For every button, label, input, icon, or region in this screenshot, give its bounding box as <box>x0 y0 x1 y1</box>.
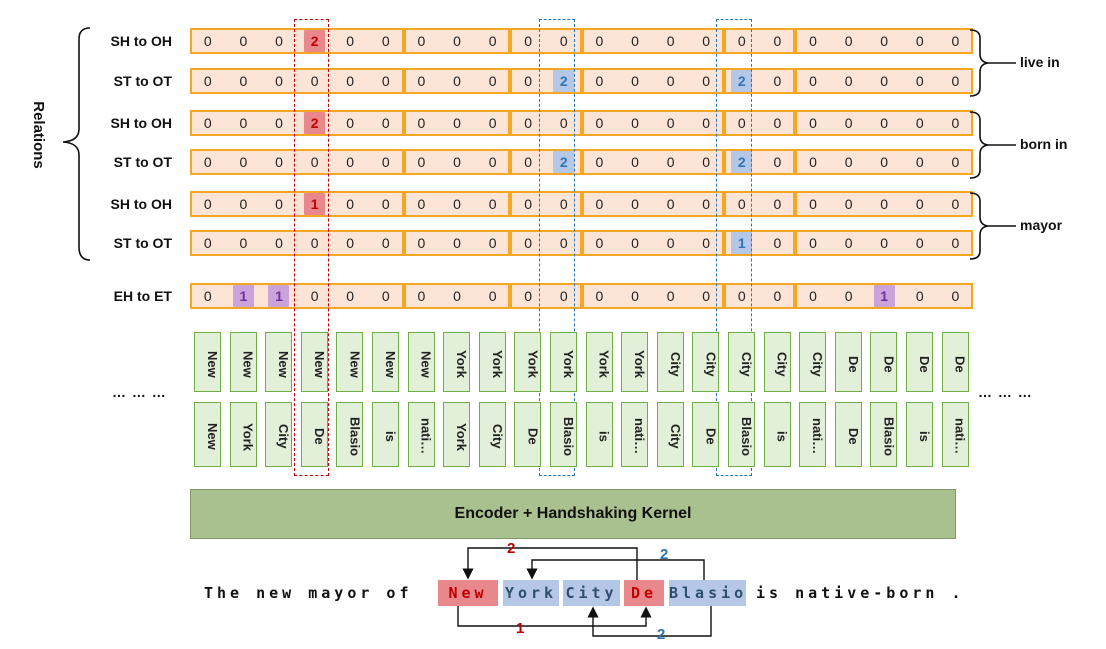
token-text: New <box>205 423 220 450</box>
cell-value: 0 <box>239 235 248 251</box>
cell-value: 0 <box>417 154 426 170</box>
row-label: SH to OH <box>110 33 172 49</box>
cell-value: 0 <box>631 33 639 49</box>
cell-value: 0 <box>666 288 675 304</box>
cell-value: 0 <box>666 115 675 131</box>
cell-value: 0 <box>310 73 319 89</box>
cell-value: 0 <box>524 115 533 131</box>
token-text: De <box>311 428 327 445</box>
cell-value: 0 <box>595 288 604 304</box>
token-text: De <box>917 355 932 373</box>
token-text: New <box>311 350 327 378</box>
group-label: live in <box>1020 54 1060 70</box>
cell-value: 1 <box>275 288 283 304</box>
token-text: nati… <box>810 418 826 455</box>
cell-value: 0 <box>595 154 604 170</box>
cell-value: 0 <box>417 288 426 304</box>
cell-value: 0 <box>951 154 960 170</box>
cell-value: 0 <box>275 33 283 49</box>
token-text: City <box>667 424 683 449</box>
cell-value: 0 <box>666 33 675 49</box>
cell-value: 0 <box>880 115 889 131</box>
cell-value: 0 <box>453 235 461 251</box>
cell-value: 0 <box>809 33 817 49</box>
cell-value: 0 <box>275 235 283 251</box>
row-label: SH to OH <box>110 196 172 212</box>
cell-value: 0 <box>915 235 924 251</box>
token-text: York <box>632 350 648 378</box>
token-text: De <box>703 428 719 445</box>
cell-value: 0 <box>453 288 461 304</box>
arrow-label-bottom-red: 1 <box>516 620 525 637</box>
cell-value: 0 <box>381 154 390 170</box>
cell-value: 0 <box>773 73 782 89</box>
cell-value: 0 <box>809 154 817 170</box>
cell-value: 2 <box>310 115 319 131</box>
token-text: De <box>845 355 861 373</box>
cell-value: 0 <box>453 33 461 49</box>
cell-value: 0 <box>773 196 782 212</box>
cell-value: 0 <box>239 154 248 170</box>
token-text: Blasio <box>739 416 754 456</box>
row-label: ST to OT <box>113 154 172 170</box>
cell-value: 0 <box>595 235 604 251</box>
cell-value: 0 <box>453 73 461 89</box>
cell-value: 0 <box>951 288 960 304</box>
cell-value: 0 <box>275 115 283 131</box>
token-text: nati… <box>632 418 648 455</box>
group-label: mayor <box>1020 217 1063 233</box>
token-text: York <box>454 422 470 451</box>
encoder-block: Encoder + Handshaking Kernel <box>190 489 956 539</box>
cell-value: 0 <box>417 33 426 49</box>
arrow-label-top-blue: 2 <box>660 546 669 563</box>
cell-value: 0 <box>488 196 497 212</box>
cell-value: 0 <box>702 235 711 251</box>
token-text: City <box>703 351 719 377</box>
cell-value: 0 <box>417 73 426 89</box>
cell-value: 0 <box>239 33 248 49</box>
token-text: New <box>418 350 434 378</box>
cell-value: 0 <box>844 154 853 170</box>
cell-value: 0 <box>275 73 283 89</box>
cell-value: 0 <box>666 73 675 89</box>
arrow-bottom-blue <box>593 606 711 636</box>
token-text: City <box>774 351 790 377</box>
cell-value: 0 <box>417 196 426 212</box>
cell-value: 0 <box>702 73 711 89</box>
cell-value: 0 <box>488 73 497 89</box>
sentence-entity-token: City <box>563 580 620 606</box>
cell-value: 0 <box>524 235 533 251</box>
cell-value: 0 <box>631 196 639 212</box>
cell-value: 0 <box>417 235 426 251</box>
cell-value: 0 <box>809 73 817 89</box>
token-text: York <box>240 422 256 451</box>
cell-value: 0 <box>524 73 533 89</box>
cell-value: 0 <box>275 154 283 170</box>
cell-value: 0 <box>951 115 960 131</box>
cell-value: 0 <box>559 196 568 212</box>
cell-value: 0 <box>595 73 604 89</box>
cell-value: 2 <box>737 73 746 89</box>
cell-value: 0 <box>346 196 355 212</box>
cell-value: 0 <box>844 33 853 49</box>
cell-value: 2 <box>559 73 568 89</box>
cell-value: 0 <box>773 235 782 251</box>
cell-value: 0 <box>880 154 889 170</box>
cell-value: 0 <box>666 196 675 212</box>
cell-value: 0 <box>524 154 533 170</box>
cell-value: 0 <box>915 288 924 304</box>
token-text: Blasio <box>347 416 363 456</box>
token-text: York <box>454 350 470 378</box>
token-text: New <box>383 350 398 378</box>
token-text: New <box>205 350 220 378</box>
cell-value: 2 <box>559 154 568 170</box>
cell-value: 0 <box>381 73 390 89</box>
cell-value: 0 <box>346 288 355 304</box>
group-label: born in <box>1020 136 1068 152</box>
cell-value: 0 <box>915 154 924 170</box>
arrow-top-blue <box>532 560 704 580</box>
relations-label: Relations <box>30 101 47 169</box>
cell-value: 0 <box>844 288 853 304</box>
cell-value: 0 <box>559 115 568 131</box>
cell-value: 0 <box>631 115 639 131</box>
cell-value: 0 <box>239 73 248 89</box>
cell-value: 0 <box>951 235 960 251</box>
cell-value: 0 <box>381 288 390 304</box>
cell-value: 0 <box>275 196 283 212</box>
token-text: New <box>240 350 256 378</box>
cell-value: 0 <box>310 154 319 170</box>
sentence-suffix: is native-born . <box>756 584 965 602</box>
cell-value: 1 <box>737 235 746 251</box>
token-text: Blasio <box>561 416 576 456</box>
cell-value: 0 <box>346 115 355 131</box>
token-text: New <box>276 350 292 378</box>
cell-value: 0 <box>203 196 212 212</box>
cell-value: 0 <box>844 196 853 212</box>
cell-value: 1 <box>239 288 248 304</box>
cell-value: 1 <box>880 288 889 304</box>
cell-value: 0 <box>203 115 212 131</box>
cell-value: 0 <box>417 115 426 131</box>
cell-value: 0 <box>702 154 711 170</box>
arrow-top-red <box>468 548 637 580</box>
cell-value: 0 <box>773 288 782 304</box>
token-text: City <box>810 351 826 377</box>
cell-value: 0 <box>524 196 533 212</box>
cell-value: 0 <box>203 154 212 170</box>
cell-value: 0 <box>595 33 604 49</box>
cell-value: 0 <box>737 33 746 49</box>
cell-value: 0 <box>737 288 746 304</box>
cell-value: 0 <box>844 73 853 89</box>
cell-value: 0 <box>737 115 746 131</box>
row-label: ST to OT <box>113 235 172 251</box>
cell-value: 0 <box>631 235 639 251</box>
cell-value: 0 <box>488 235 497 251</box>
cell-value: 0 <box>453 115 461 131</box>
cell-value: 0 <box>631 154 639 170</box>
cell-value: 0 <box>381 33 390 49</box>
cell-value: 0 <box>453 154 461 170</box>
arrow-label-top-red: 2 <box>507 540 516 557</box>
cell-value: 0 <box>737 196 746 212</box>
sentence-entity-token: New <box>438 580 498 606</box>
cell-value: 0 <box>951 196 960 212</box>
token-text: De <box>525 428 541 445</box>
cell-value: 0 <box>880 33 889 49</box>
cell-value: 0 <box>915 115 924 131</box>
token-text: City <box>739 351 754 377</box>
cell-value: 0 <box>702 115 711 131</box>
cell-value: 0 <box>915 33 924 49</box>
cell-value: 0 <box>524 288 533 304</box>
cell-value: 0 <box>809 115 817 131</box>
cell-value: 0 <box>346 235 355 251</box>
arrow-bottom-red <box>458 606 646 626</box>
cell-value: 0 <box>666 235 675 251</box>
cell-value: 0 <box>346 33 355 49</box>
cell-value: 0 <box>702 288 711 304</box>
token-text: Blasio <box>881 416 897 456</box>
cell-value: 0 <box>203 288 212 304</box>
token-text: De <box>952 355 968 373</box>
token-text: nati… <box>952 418 968 455</box>
row-label: SH to OH <box>110 115 172 131</box>
cell-value: 0 <box>809 196 817 212</box>
cell-value: 1 <box>310 196 319 212</box>
cell-value: 0 <box>702 33 711 49</box>
row-label: EH to ET <box>113 288 172 304</box>
sentence-prefix: The new mayor of <box>204 584 413 602</box>
cell-value: 0 <box>773 154 782 170</box>
cell-value: 0 <box>809 235 817 251</box>
token-text: York <box>561 350 576 378</box>
cell-value: 0 <box>773 33 782 49</box>
cell-value: 0 <box>203 235 212 251</box>
token-text: New <box>347 350 363 378</box>
cell-value: 0 <box>239 115 248 131</box>
cell-value: 0 <box>809 288 817 304</box>
cell-value: 0 <box>381 115 390 131</box>
token-text: York <box>596 350 612 378</box>
cell-value: 0 <box>559 33 568 49</box>
token-text: is <box>596 431 612 442</box>
cell-value: 0 <box>346 73 355 89</box>
token-text: York <box>489 350 505 378</box>
cell-value: 0 <box>310 288 319 304</box>
sentence-entity-token: York <box>503 580 559 606</box>
token-text: is <box>774 431 790 442</box>
token-text: York <box>525 350 541 378</box>
cell-value: 0 <box>844 115 853 131</box>
cell-value: 0 <box>453 196 461 212</box>
cell-value: 0 <box>631 73 639 89</box>
cell-value: 0 <box>381 235 390 251</box>
token-text: City <box>276 424 292 449</box>
cell-value: 0 <box>880 73 889 89</box>
cell-value: 0 <box>310 235 319 251</box>
cell-value: 0 <box>239 196 248 212</box>
cell-value: 0 <box>773 115 782 131</box>
cell-value: 0 <box>915 73 924 89</box>
token-text: City <box>667 351 683 377</box>
cell-value: 0 <box>488 288 497 304</box>
cell-value: 2 <box>737 154 746 170</box>
arrow-label-bottom-blue: 2 <box>657 626 666 643</box>
ellipsis-right: … … … <box>978 384 1033 400</box>
token-text: De <box>881 355 897 373</box>
cell-value: 0 <box>666 154 675 170</box>
cell-value: 0 <box>203 73 212 89</box>
cell-value: 0 <box>631 288 639 304</box>
token-text: is <box>917 431 932 442</box>
cell-value: 0 <box>524 33 533 49</box>
cell-value: 0 <box>559 235 568 251</box>
cell-value: 0 <box>203 33 212 49</box>
cell-value: 0 <box>595 115 604 131</box>
cell-value: 0 <box>559 288 568 304</box>
token-text: De <box>845 428 861 445</box>
cell-value: 0 <box>951 73 960 89</box>
cell-value: 0 <box>915 196 924 212</box>
cell-value: 0 <box>595 196 604 212</box>
sentence-entity-token: Blasio <box>669 580 746 606</box>
token-text: is <box>383 431 398 442</box>
token-text: nati… <box>418 418 434 455</box>
cell-value: 0 <box>488 33 497 49</box>
cell-value: 0 <box>880 235 889 251</box>
ellipsis-left: … … … <box>112 384 167 400</box>
cell-value: 0 <box>488 115 497 131</box>
cell-value: 0 <box>488 154 497 170</box>
cell-value: 0 <box>346 154 355 170</box>
sentence-entity-token: De <box>624 580 664 606</box>
cell-value: 0 <box>880 196 889 212</box>
token-text: City <box>489 424 505 449</box>
row-label: ST to OT <box>113 73 172 89</box>
cell-value: 2 <box>310 33 319 49</box>
cell-value: 0 <box>844 235 853 251</box>
cell-value: 0 <box>702 196 711 212</box>
cell-value: 0 <box>381 196 390 212</box>
cell-value: 0 <box>951 33 960 49</box>
